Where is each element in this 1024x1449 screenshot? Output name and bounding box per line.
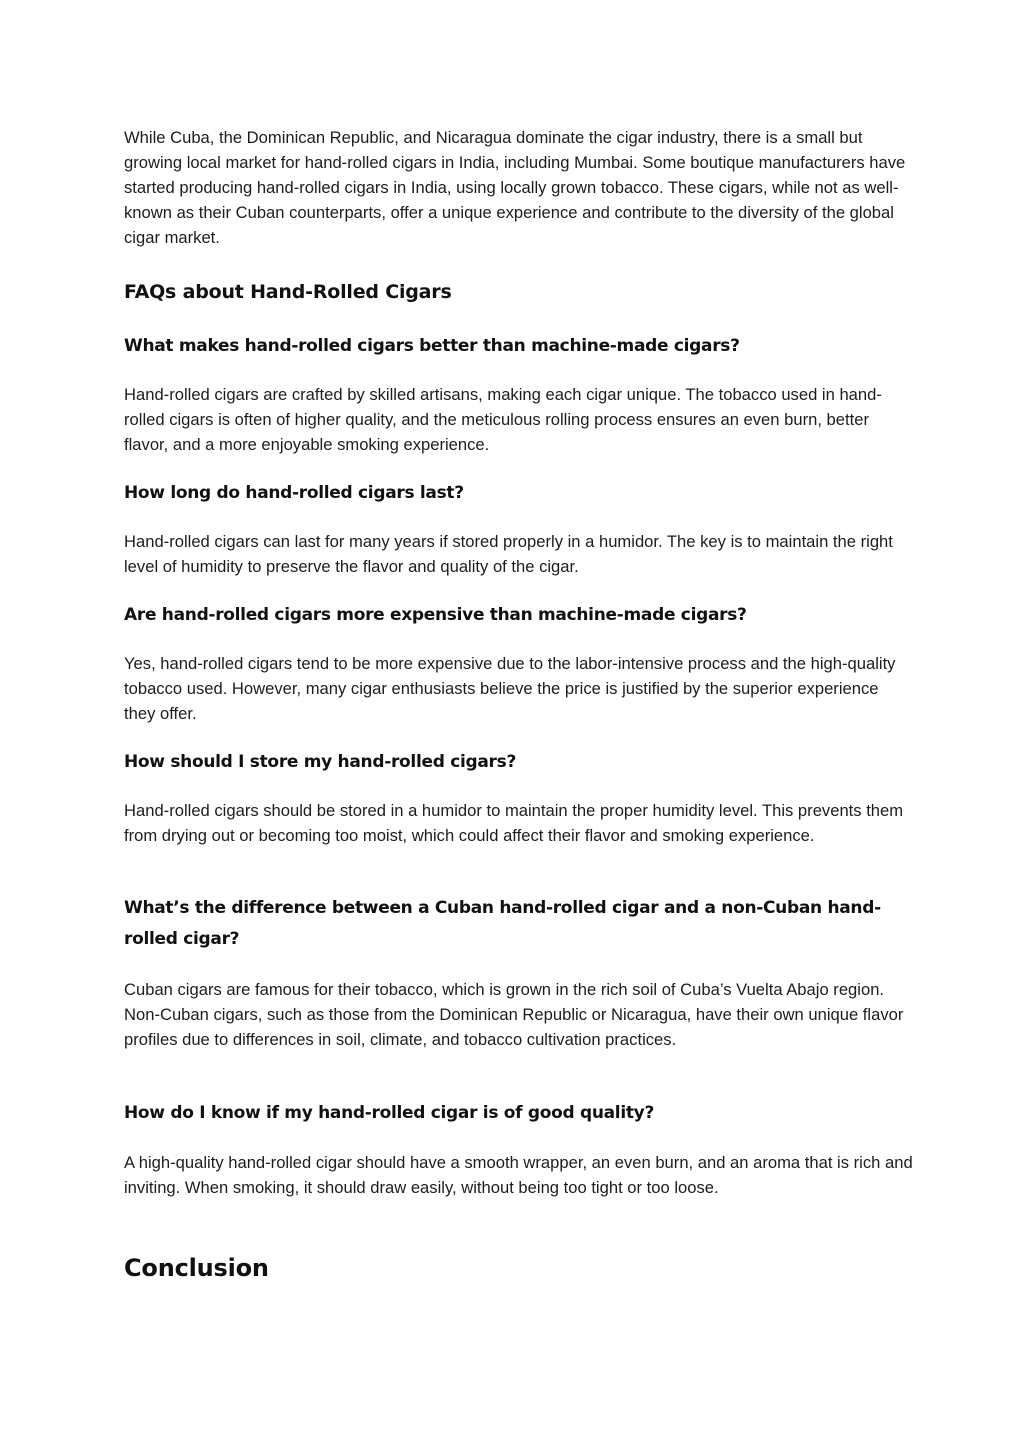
faq-question: How should I store my hand-rolled cigars? bbox=[124, 752, 517, 772]
faq-answer: Hand-rolled cigars are crafted by skilled artisans, making each cigar unique. The tobacco used in hand-rolled cigars is often of higher quality, and the meticulous rolling process ensures an even burn, better flavor, and a more enjoyable smoking experience. bbox=[124, 385, 882, 454]
faq-question: What makes hand-rolled cigars better than machine-made cigars? bbox=[124, 336, 740, 356]
faq-answer: Cuban cigars are famous for their tobacco, which is grown in the rich soil of Cuba’s Vuelta Abajo region. Non-Cuban cigars, such as those from the Dominican Republic or Nicaragua, have their own unique flavor profiles due to differences in soil, climate, and tobacco cultivation practices. bbox=[124, 980, 904, 1049]
faq-answer: Hand-rolled cigars should be stored in a humidor to maintain the proper humidity level. This prevents them from drying out or becoming too moist, which could affect their flavor and smoking experience. bbox=[124, 801, 904, 845]
faq-question: What’s the difference between a Cuban hand-rolled cigar and a non-Cuban hand-rolled cigar? bbox=[124, 898, 881, 949]
faq-answer: A high-quality hand-rolled cigar should have a smooth wrapper, an even burn, and an aroma that is rich and inviting. When smoking, it should draw easily, without being too tight or too loose. bbox=[124, 1153, 913, 1197]
faq-answer: Hand-rolled cigars can last for many years if stored properly in a humidor. The key is to maintain the right level of humidity to preserve the flavor and quality of the cigar. bbox=[124, 532, 893, 576]
conclusion-heading: Conclusion bbox=[124, 1254, 269, 1282]
intro-paragraph: While Cuba, the Dominican Republic, and Nicaragua dominate the cigar industry, there is a small but growing local market for hand-rolled cigars in India, including Mumbai. Some boutique manufacturers have started producing hand-rolled cigars in India, using locally grown tobacco. These cigars, while not as well-known as their Cuban counterparts, offer a unique experience and contribute to the diversity of the global cigar market. bbox=[124, 128, 906, 247]
faq-question: How long do hand-rolled cigars last? bbox=[124, 483, 464, 503]
faq-question: How do I know if my hand-rolled cigar is of good quality? bbox=[124, 1103, 655, 1123]
faq-question: Are hand-rolled cigars more expensive than machine-made cigars? bbox=[124, 605, 747, 625]
faq-answer: Yes, hand-rolled cigars tend to be more expensive due to the labor-intensive process and the high-quality tobacco used. However, many cigar enthusiasts believe the price is justified by the superior experience they offer. bbox=[124, 654, 896, 723]
faq-section-heading: FAQs about Hand-Rolled Cigars bbox=[124, 281, 452, 303]
